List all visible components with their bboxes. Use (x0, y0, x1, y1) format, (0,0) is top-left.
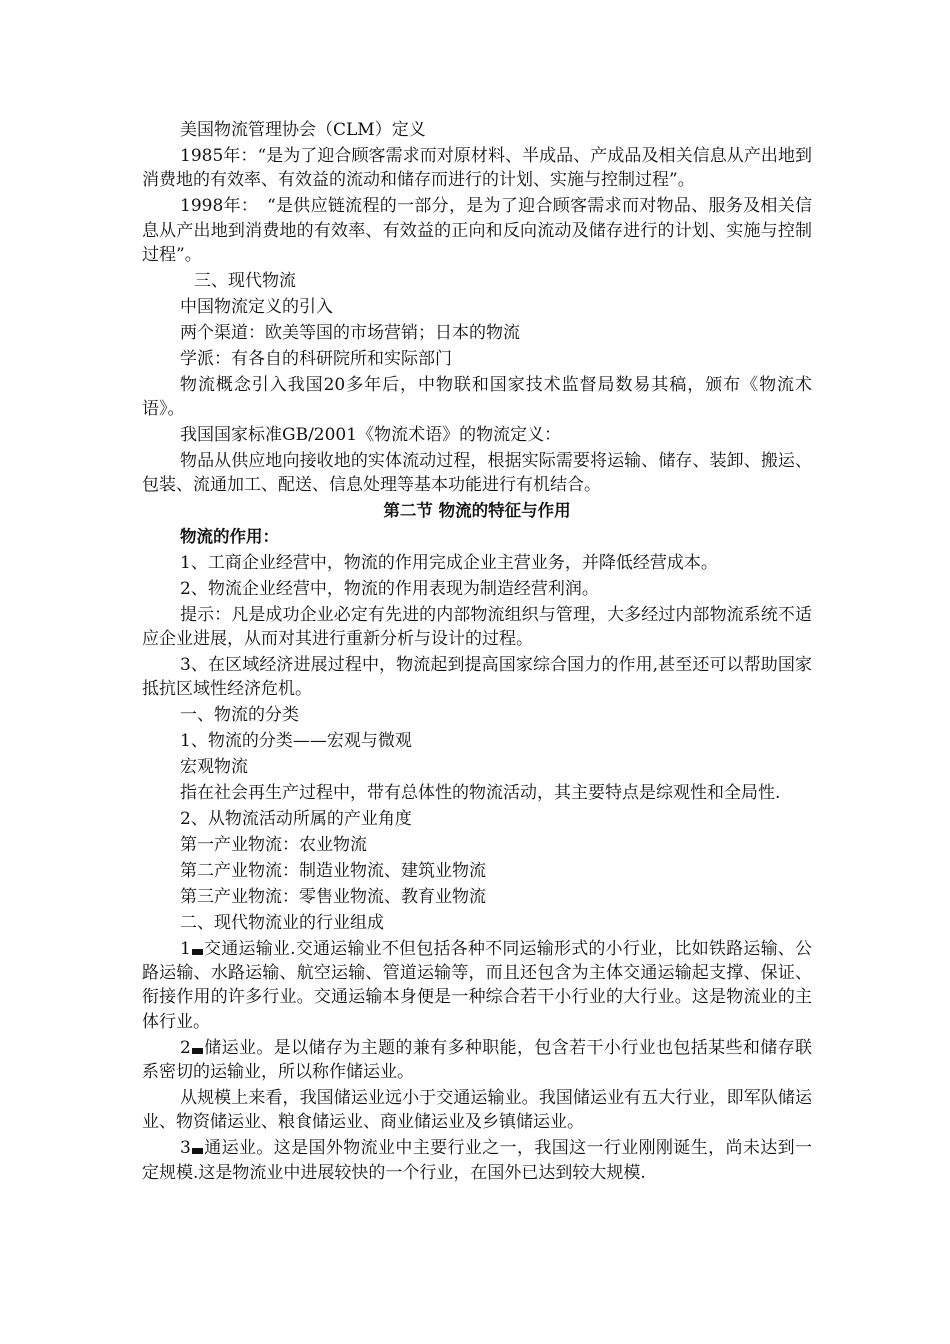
numbered-paragraph (142, 1036, 812, 1085)
paragraph: 提示：凡是成功企业必定有先进的内部物流组织与管理，大多经过内部物流系统不适应企业进展，从而对其进行重新分析与设计的过程。 (142, 604, 812, 650)
section-heading: 第二节 物流的特征与作用 (383, 501, 571, 521)
item-number: 3 (180, 1138, 191, 1159)
item-number: 1 (180, 938, 191, 959)
item-text: 交通运输业.交通运输业不但包括各种不同运输形式的小行业，比如铁路运输、公路运输、水路运输、航空运输、管道运输等，而且还包含为主体交通运输起支撑、保证、衔接作用的许多行业。交通运输本身便是一种综合若干小行业的大行业。这是物流业的主体行业。 (142, 938, 812, 1032)
paragraph: 一、物流的分类 (180, 705, 299, 726)
paragraph: 第二产业物流：制造业物流、建筑业物流 (180, 860, 486, 881)
paragraph: 1998年： “是供应链流程的一部分，是为了迎合顾客需求而对物品、服务及相关信息从产出地到消费地的有效率、有效益的正向和反向流动及储存进行的计划、实施与控制过程”。 (142, 196, 812, 266)
paragraph: 3、在区域经济进展过程中，物流起到提高国家综合国力的作用,甚至还可以帮助国家抵抗区域性经济危机。 (142, 655, 812, 700)
document-page (142, 118, 812, 1187)
item-text: 通运业。这是国外物流业中主要行业之一，我国这一行业刚刚诞生，尚未达到一定规模.这是物流业中进展较快的一个行业，在国外已达到较大规模. (142, 1138, 812, 1183)
paragraph: 指在社会再生产过程中，带有总体性的物流活动，其主要特点是综观性和全局性. (180, 783, 781, 804)
paragraph: 第一产业物流：农业物流 (180, 834, 367, 855)
numbered-paragraph (142, 1136, 812, 1185)
paragraph: 中国物流定义的引入 (180, 296, 333, 317)
item-text: 储运业。是以储存为主题的兼有多种职能，包含若干小行业也包括某些和储存联系密切的运输业，所以称作储运业。 (142, 1037, 812, 1083)
paragraph: 从规模上来看，我国储运业远小于交通运输业。我国储运业有五大行业，即军队储运业、物资储运业、粮食储运业、商业储运业及乡镇储运业。 (142, 1087, 812, 1133)
bullet-mark (192, 949, 203, 955)
paragraph: 1、物流的分类——宏观与微观 (180, 731, 412, 752)
paragraph: 1、工商企业经营中，物流的作用完成企业主营业务，并降低经营成本。 (180, 552, 718, 573)
numbered-paragraph (142, 937, 812, 1035)
paragraph: 我国国家标准GB/2001《物流术语》的物流定义： (180, 424, 562, 445)
paragraph: 物流概念引入我国20多年后，中物联和国家技术监督局数易其稿，颁布《物流术语》。 (142, 374, 812, 419)
paragraph: 2、从物流活动所属的产业角度 (180, 808, 412, 829)
paragraph: 二、现代物流业的行业组成 (180, 912, 384, 933)
bullet-mark (192, 1148, 203, 1154)
bullet-mark (192, 1048, 203, 1054)
item-number: 2 (180, 1037, 191, 1058)
paragraph: 美国物流管理协会（CLM）定义 (180, 120, 426, 140)
paragraph: 学派：有各自的科研院所和实际部门 (180, 348, 452, 369)
section-title: 三、现代物流 (194, 270, 296, 291)
subheading: 物流的作用： (180, 527, 279, 546)
paragraph: 2、物流企业经营中，物流的作用表现为制造经营利润。 (180, 578, 599, 599)
paragraph: 两个渠道：欧美等国的市场营销；日本的物流 (180, 322, 520, 343)
paragraph: 第三产业物流：零售业物流、教育业物流 (180, 886, 486, 907)
paragraph: 宏观物流 (180, 757, 248, 778)
paragraph: 物品从供应地向接收地的实体流动过程，根据实际需要将运输、储存、装卸、搬运、包装、流通加工、配送、信息处理等基本功能进行有机结合。 (142, 450, 812, 496)
paragraph: 1985年：“是为了迎合顾客需求而对原材料、半成品、产成品及相关信息从产出地到消费地的有效率、有效益的流动和储存而进行的计划、实施与控制过程”。 (142, 145, 812, 191)
